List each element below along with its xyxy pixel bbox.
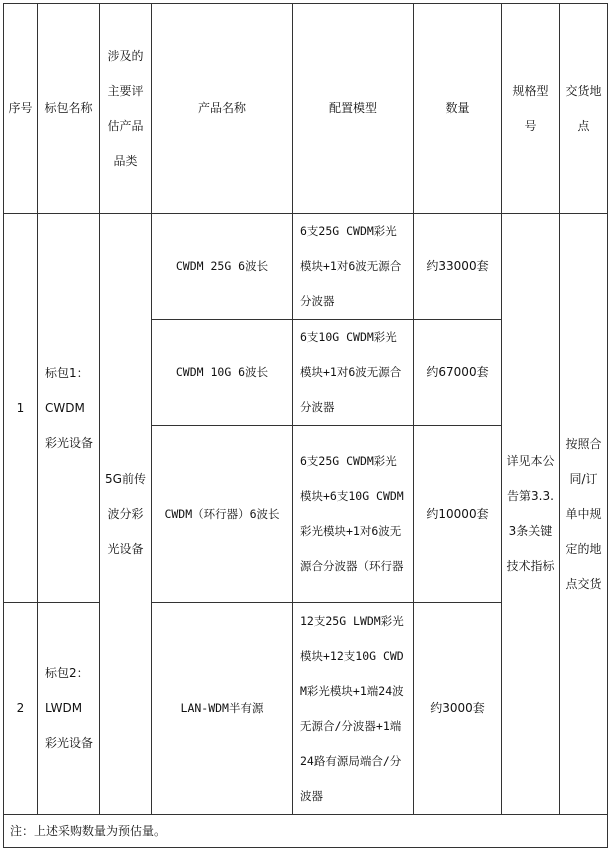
header-config-model: 配置模型 [293,4,414,214]
product-name: LAN-WDM半有源 [152,603,293,815]
header-spec-model: 规格型号 [502,4,560,214]
config-model: 12支25G LWDM彩光模块+12支10G CWDM彩光模块+1端24波无源合/分波器+1端24路有源局端合/分波器 [293,603,414,815]
note-row [4,815,608,848]
package-name: 标包2：LWDM彩光设备 [38,603,100,815]
config-model: 6支25G CWDM彩光模块+6支10G CWDM彩光模块+1对6波无源合分波器（环行器 [293,426,414,603]
table-row [4,214,608,320]
header-quantity: 数量 [414,4,502,214]
quantity: 约3000套 [414,603,502,815]
header-row [4,4,608,214]
config-model: 6支25G CWDM彩光模块+1对6波无源合分波器 [293,214,414,320]
header-delivery: 交货地点 [560,4,608,214]
spec-model: 详见本公告第3.3.3条关键技术指标 [502,214,560,815]
package-name: 标包1：CWDM彩光设备 [38,214,100,603]
quantity: 约33000套 [414,214,502,320]
config-model: 6支10G CWDM彩光模块+1对6波无源合分波器 [293,320,414,426]
product-name: CWDM 10G 6波长 [152,320,293,426]
header-main-category: 涉及的主要评估产品品类 [100,4,152,214]
procurement-table [3,3,608,848]
main-category: 5G前传波分彩光设备 [100,214,152,815]
row-seq: 1 [4,214,38,603]
product-name: CWDM（环行器）6波长 [152,426,293,603]
quantity: 约10000套 [414,426,502,603]
header-package-name: 标包名称 [38,4,100,214]
header-seq: 序号 [4,4,38,214]
header-product-name: 产品名称 [152,4,293,214]
row-seq: 2 [4,603,38,815]
delivery-location: 按照合同/订单中规定的地点交货 [560,214,608,815]
product-name: CWDM 25G 6波长 [152,214,293,320]
table-note: 注：上述采购数量为预估量。 [4,815,608,848]
quantity: 约67000套 [414,320,502,426]
